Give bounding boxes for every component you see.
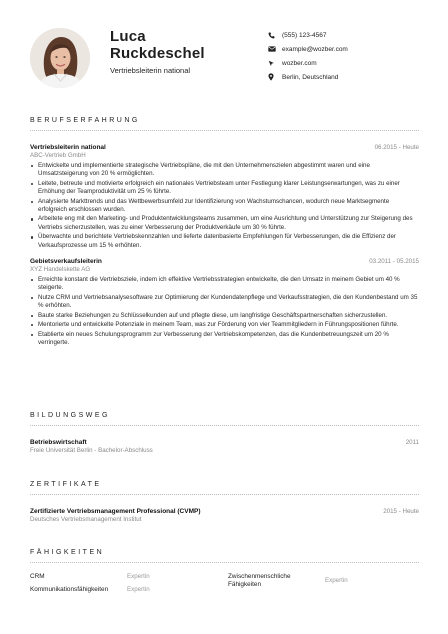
education-detail: Freie Universität Berlin - Bachelor-Abschluss — [30, 447, 153, 454]
last-name: Ruckdeschel — [110, 45, 205, 62]
location-pin-icon — [268, 73, 282, 81]
job-title: Gebietsverkaufsleiterin — [30, 258, 102, 266]
skill-name: Zwischenmenschliche Fähigkeiten — [228, 573, 291, 588]
profile-photo-illustration — [30, 28, 90, 88]
first-name: Luca — [110, 28, 146, 45]
list-item: Entwickelte und implementierte strategische Vertriebspläne, die mit den Unternehmenszielen abgestimmt waren und eine Umsatzsteigerung von 20 % ermöglichten. — [30, 162, 419, 179]
experience-heading: BERUFSERFAHRUNG — [30, 117, 140, 124]
contact-phone-text: (555) 123-4567 — [282, 31, 327, 39]
certificates-section — [30, 481, 419, 523]
certificate-entry — [30, 508, 419, 523]
education-date: 2011 — [405, 439, 419, 446]
contact-location — [268, 70, 348, 84]
job-company: XYZ Handelskette AG — [30, 266, 91, 274]
job-date: 03.2011 - 05.2015 — [369, 258, 419, 266]
skill-name: CRM — [30, 573, 45, 580]
certificate-issuer: Deutsches Vertriebsmanagement Institut — [30, 516, 142, 523]
skill-level: Expertin — [127, 573, 150, 580]
job-bullets — [30, 276, 419, 347]
list-item: Analysierte Markttrends und das Wettbewerbsumfeld zur Identifizierung von Wachstumschancen, wodurch neue Marktsegmente erfolgreich erschlossen wurden. — [30, 198, 419, 215]
list-item: Nutze CRM und Vertriebsanalysesoftware zur Optimierung der Kundendatenpflege und Verkaufsstrategien, die den Kundenbestand um 35 % erhöhten. — [30, 294, 419, 311]
section-divider — [30, 562, 419, 563]
candidate-title: Vertriebsleiterin national — [110, 66, 191, 75]
contact-phone — [268, 28, 348, 42]
skill-level: Expertin — [325, 577, 348, 584]
email-icon — [268, 46, 282, 52]
job-date: 06.2015 - Heute — [374, 144, 419, 151]
list-item: Baute starke Beziehungen zu Schlüsselkunden auf und pflegte diese, um langfristige Geschäftspartnerschaften sicherzustellen. — [30, 312, 419, 320]
list-item: Mentorierte und entwickelte Potenziale in meinem Team, was zur Förderung von vier Teammitgliedern in Führungspositionen führte. — [30, 321, 419, 329]
phone-icon — [268, 32, 282, 39]
education-title: Betriebswirtschaft — [30, 439, 87, 446]
skills-section — [30, 549, 419, 563]
list-item: Überwachte und berichtete Vertriebskennzahlen und lieferte datenbasierte Empfehlungen für Verbesserungen, die die Effizienz der Verkaufsprozesse um 15 % erhöhten. — [30, 233, 419, 250]
section-divider — [30, 494, 419, 495]
list-item: Etablierte ein neues Schulungsprogramm zur Verbesserung der Vertriebskompetenzen, das die Kundenbetreuungszeit um 20 % verringerte. — [30, 331, 419, 348]
contact-website-text: wozber.com — [282, 59, 317, 67]
job-title: Vertriebsleiterin national — [30, 144, 106, 151]
skills-heading: FÄHIGKEITEN — [30, 549, 105, 556]
contact-website[interactable] — [268, 56, 348, 70]
contact-list — [268, 28, 348, 84]
education-heading: BILDUNGSWEG — [30, 412, 111, 419]
section-divider — [30, 425, 419, 426]
experience-section — [30, 117, 419, 348]
job-bullets — [30, 162, 419, 250]
contact-location-text: Berlin, Deutschland — [282, 73, 339, 81]
contact-email-text: example@wozber.com — [282, 45, 348, 53]
list-item: Arbeitete eng mit den Marketing- und Produktentwicklungsteams zusammen, um eine Ausrichtung und Unterstützung zur Steigerung des Vertriebs sicherzustellen, was zu einer Verbesserung der Produktverkäufe um 30 % führte. — [30, 215, 419, 232]
candidate-name — [110, 28, 205, 62]
education-entry — [30, 439, 419, 454]
section-divider — [30, 130, 419, 131]
job-company: ABC-Vertrieb GmbH — [30, 152, 86, 159]
certificate-date: 2015 - Heute — [383, 508, 419, 515]
job-entry-1 — [30, 144, 419, 250]
certificate-title: Zertifizierte Vertriebsmanagement Professional (CVMP) — [30, 508, 201, 515]
certificates-heading: ZERTIFIKATE — [30, 481, 102, 488]
skill-level: Expertin — [127, 586, 150, 593]
skill-name: Kommunikationsfähigkeiten — [30, 586, 109, 593]
list-item: Erreichte konstant die Vertriebsziele, indem ich effektive Vertriebsstrategien entwickelte, die den Umsatz in meinem Gebiet um 40 % steigerte. — [30, 276, 419, 293]
job-entry-2 — [30, 258, 419, 347]
education-section — [30, 412, 419, 454]
profile-photo — [30, 28, 90, 88]
link-icon — [268, 60, 282, 67]
contact-email[interactable] — [268, 42, 348, 56]
list-item: Leitete, betreute und motivierte erfolgreich ein nationales Vertriebsteam unter Festlegung klarer Leistungserwartungen, was zu einer Erhöhung der Teamproduktivität um 25 % führte. — [30, 180, 419, 197]
